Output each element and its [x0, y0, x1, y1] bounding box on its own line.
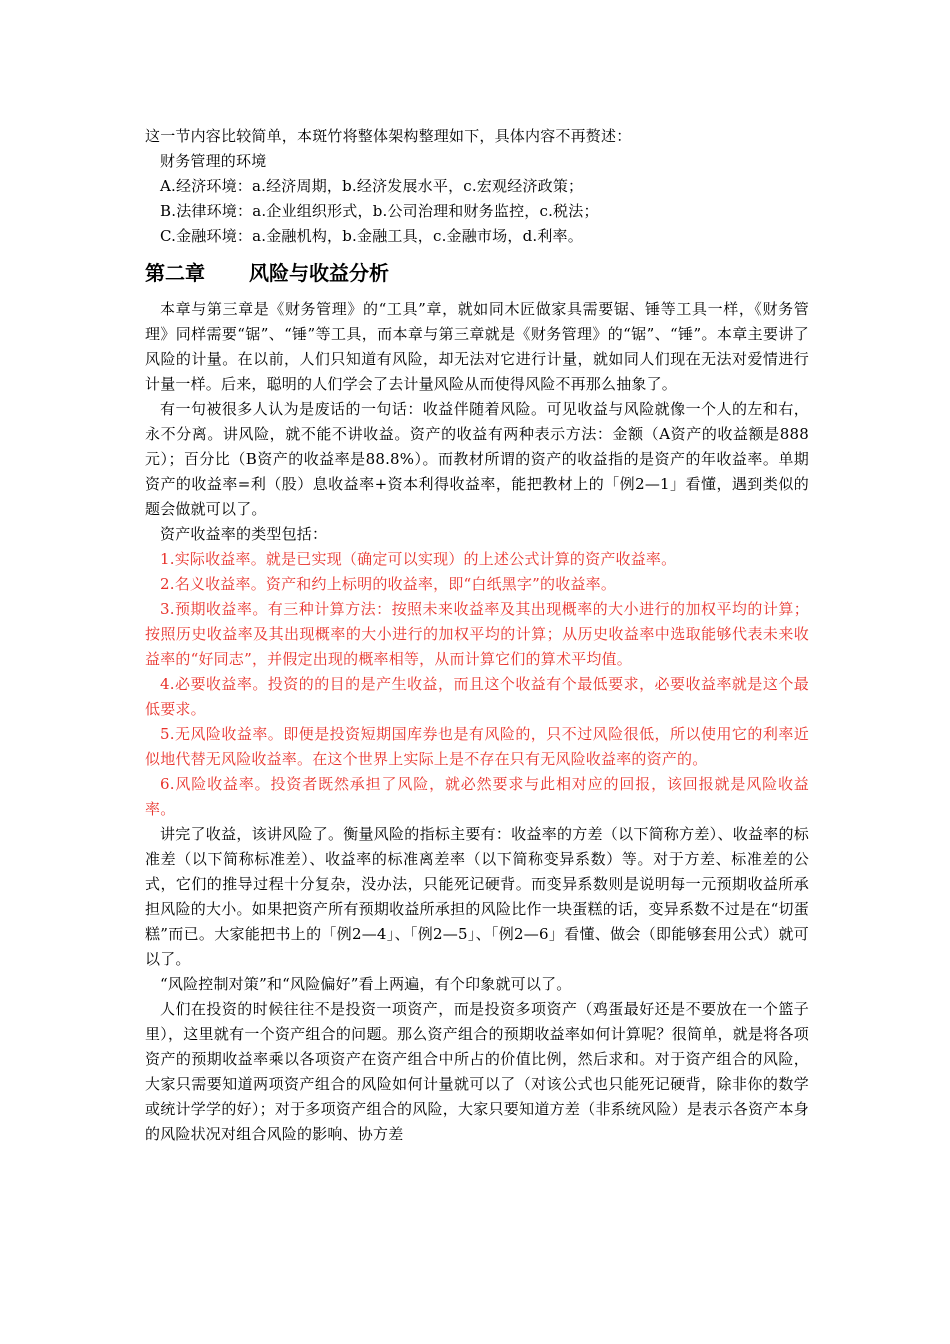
- return-type-risk-free: 5.无风险收益率。即便是投资短期国库券也是有风险的，只不过风险很低，所以使用它的利率近似地代替无风险收益率。在这个世界上实际上是不存在只有无风险收益率的资产的。: [145, 725, 809, 768]
- document-content: [145, 124, 809, 1147]
- return-type-expected: 3.预期收益率。有三种计算方法：按照未来收益率及其出现概率的大小进行的加权平均的计算；按照历史收益率及其出现概率的大小进行的加权平均的计算；从历史收益率中选取能够代表未来收益率的“好同志”，并假定出现的概率相等，从而计算它们的算术平均值。: [145, 600, 809, 668]
- paragraph-risk-measures: 讲完了收益，该讲风险了。衡量风险的指标主要有：收益率的方差（以下简称方差）、收益率的标准差（以下简称标准差）、收益率的标准离差率（以下简称变异系数）等。对于方差、标准差的公式，它们的推导过程十分复杂，没办法，只能死记硬背。而变异系数则是说明每一元预期收益所承担风险的大小。如果把资产所有预期收益所承担的风险比作一块蛋糕的话，变异系数不过是在“切蛋糕”而已。大家能把书上的「例2—4」、「例2—5」、「例2—6」看懂、做会（即能够套用公式）就可以了。: [145, 825, 809, 968]
- paragraph-returns: 有一句被很多人认为是废话的一句话：收益伴随着风险。可见收益与风险就像一个人的左和右，永不分离。讲风险，就不能不讲收益。资产的收益有两种表示方法：金额（A资产的收益额是888元）；百分比（B资产的收益率是88.8%）。而教材所谓的资产的收益指的是资产的年收益率。单期资产的收益率=利（股）息收益率+资本利得收益率，能把教材上的「例2—1」看懂，遇到类似的题会做就可以了。: [145, 400, 809, 518]
- chapter-number: 第二章: [145, 261, 205, 285]
- paragraph-return-types-intro: 资产收益率的类型包括：: [160, 525, 328, 543]
- paragraph-risk-control: “风险控制对策”和“风险偏好”看上两遍，有个印象就可以了。: [160, 975, 572, 993]
- paragraph-portfolio: 人们在投资的时候往往不是投资一项资产，而是投资多项资产（鸡蛋最好还是不要放在一个篮子里），这里就有一个资产组合的问题。那么资产组合的预期收益率如何计算呢？很简单，就是将各项资产的预期收益率乘以各项资产在资产组合中所占的价值比例，然后求和。对于资产组合的风险，大家只需要知道两项资产组合的风险如何计量就可以了（对该公式也只能死记硬背，除非你的数学或统计学学的好）；对于多项资产组合的风险，大家只要知道方差（非系统风险）是表示各资产本身的风险状况对组合风险的影响、协方差: [145, 1000, 809, 1143]
- chapter-heading: [145, 259, 809, 287]
- paragraph-tools: 本章与第三章是《财务管理》的“工具”章，就如同木匠做家具需要锯、锤等工具一样，《财务管理》同样需要“锯”、“锤”等工具，而本章与第三章就是《财务管理》的“锯”、“锤”。本章主要讲了风险的计量。在以前，人们只知道有风险，却无法对它进行计量，就如同人们现在无法对爱情进行计量一样。后来，聪明的人们学会了去计量风险从而使得风险不再那么抽象了。: [145, 300, 809, 393]
- return-type-nominal: 2.名义收益率。资产和约上标明的收益率，即“白纸黑字”的收益率。: [160, 575, 617, 593]
- intro-line: 这一节内容比较简单，本斑竹将整体架构整理如下，具体内容不再赘述：: [145, 127, 632, 145]
- return-type-actual: 1.实际收益率。就是已实现（确定可以实现）的上述公式计算的资产收益率。: [160, 550, 677, 568]
- environment-item-economic: A.经济环境：a.经济周期，b.经济发展水平，c.宏观经济政策；: [160, 177, 584, 195]
- return-type-risk-premium: 6.风险收益率。投资者既然承担了风险，就必然要求与此相对应的回报，该回报就是风险收益率。: [145, 775, 809, 818]
- return-type-required: 4.必要收益率。投资的的目的是产生收益，而且这个收益有个最低要求，必要收益率就是这个最低要求。: [145, 675, 809, 718]
- chapter-title: 风险与收益分析: [249, 261, 389, 285]
- environment-item-legal: B.法律环境：a.企业组织形式，b.公司治理和财务监控，c.税法；: [160, 202, 599, 220]
- environment-item-financial: C.金融环境：a.金融机构，b.金融工具，c.金融市场，d.利率。: [160, 227, 583, 245]
- environment-title: 财务管理的环境: [160, 152, 267, 170]
